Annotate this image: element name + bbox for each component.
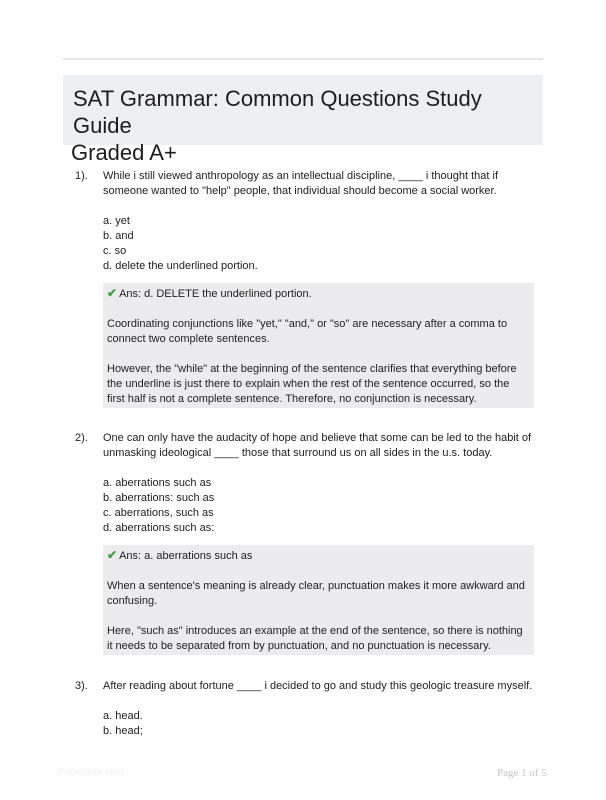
option-b: b. and: [103, 230, 134, 242]
option-b: b. aberrations: such as: [103, 492, 215, 504]
question-text: After reading about fortune ____ i decided to go and study this geologic treasure myself.: [103, 680, 533, 692]
title-line-2: Graded A+: [71, 140, 177, 165]
option-a: a. aberrations such as: [103, 477, 212, 489]
explanation-paragraph: However, the "while" at the beginning of the sentence clarifies that everything before the underline is just there to explain when the rest of the sentence occurred, so the first half is not a complete sentence. Therefore, no conjunction is necessary.: [107, 363, 517, 405]
question-text: One can only have the audacity of hope and believe that some can be led to the habit of unmasking ideological ____ those that surround us on all sides in the u.s. today.: [103, 432, 532, 459]
option-c: c. so: [103, 245, 127, 257]
page-title: [71, 85, 533, 166]
answer-line: [107, 548, 530, 564]
answer-box: [103, 545, 534, 655]
option-list: [103, 214, 543, 274]
check-icon: ✔: [107, 286, 118, 300]
explanation-paragraph: Coordinating conjunctions like "yet," "and," or "so" are necessary after a comma to connect two complete sentences.: [107, 318, 508, 345]
explanation-paragraph: Here, "such as" introduces an example at the end of the sentence, so there is nothing it needs to be separated from by punctuation, and no punctuation is necessary.: [107, 625, 523, 652]
check-icon: ✔: [107, 548, 118, 562]
question-number: 3).: [75, 680, 88, 692]
answer-line: [107, 286, 530, 302]
question-text: While i still viewed anthropology as an intellectual discipline, ____ i thought that if someone wanted to "help" people, that individual should become a social worker.: [103, 170, 499, 197]
option-a: a. head.: [103, 710, 143, 722]
footer-watermark: PaperNibr.com: [58, 767, 125, 778]
option-list: [103, 709, 543, 739]
option-a: a. yet: [103, 215, 130, 227]
answer-text: Ans: d. DELETE the underlined portion.: [119, 288, 312, 300]
question-number: 1).: [75, 170, 88, 182]
option-b: b. head;: [103, 725, 143, 737]
answer-box: [103, 283, 534, 408]
title-line-1: SAT Grammar: Common Questions Study Guide: [73, 86, 482, 138]
option-c: c. aberrations, such as: [103, 507, 214, 519]
option-list: [103, 476, 543, 536]
explanation-paragraph: When a sentence's meaning is already clear, punctuation makes it more awkward and confusing.: [107, 580, 525, 607]
top-divider: [63, 58, 543, 60]
page-number: Page 1 of 5: [497, 767, 547, 779]
answer-text: Ans: a. aberrations such as: [119, 550, 253, 562]
option-d: d. delete the underlined portion.: [103, 260, 258, 272]
option-d: d. aberrations such as:: [103, 522, 215, 534]
question-number: 2).: [75, 432, 88, 444]
title-banner: [63, 75, 543, 165]
